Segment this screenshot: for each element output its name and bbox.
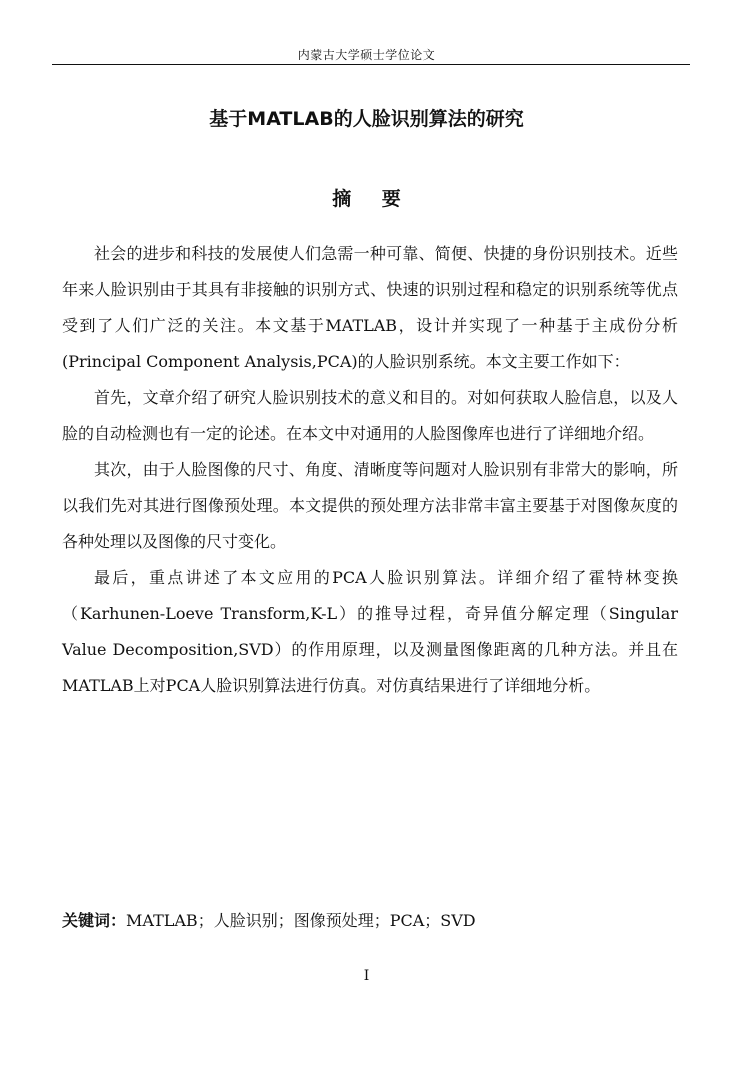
abstract-paragraph-3: 其次，由于人脸图像的尺寸、角度、清晰度等问题对人脸识别有非常大的影响，所以我们先对其进行图像预处理。本文提供的预处理方法非常丰富主要基于对图像灰度的各种处理以及图像的尺寸变化。: [62, 460, 678, 551]
keywords-label: 关键词：: [62, 911, 127, 930]
paper-title: 基于MATLAB的人脸识别算法的研究: [209, 108, 524, 130]
abstract-body: [62, 236, 678, 704]
abstract-heading: 摘 要: [332, 188, 413, 210]
running-header: 内蒙古大学硕士学位论文: [297, 48, 436, 62]
page-number: I: [363, 968, 370, 984]
abstract-paragraph-1: 社会的进步和科技的发展使人们急需一种可靠、简便、快捷的身份识别技术。近些年来人脸识别由于其具有非接触的识别方式、快速的识别过程和稳定的识别系统等优点受到了人们广泛的关注。本文基于MATLAB，设计并实现了一种基于主成份分析(Principal Component Analysis,PCA)的人脸识别系统。本文主要工作如下：: [62, 244, 678, 371]
abstract-paragraph-4: 最后，重点讲述了本文应用的PCA人脸识别算法。详细介绍了霍特林变换（Karhunen-Loeve Transform,K-L）的推导过程，奇异值分解定理（Singular Value Decomposition,SVD）的作用原理，以及测量图像距离的几种方法。并且在MATLAB上对PCA人脸识别算法进行仿真。对仿真结果进行了详细地分析。: [62, 568, 678, 695]
header-rule: [52, 64, 690, 65]
keywords-text: MATLAB；人脸识别；图像预处理；PCA；SVD: [126, 911, 476, 930]
keywords-line: [62, 906, 678, 936]
abstract-paragraph-2: 首先，文章介绍了研究人脸识别技术的意义和目的。对如何获取人脸信息，以及人脸的自动检测也有一定的论述。在本文中对通用的人脸图像库也进行了详细地介绍。: [62, 388, 678, 443]
